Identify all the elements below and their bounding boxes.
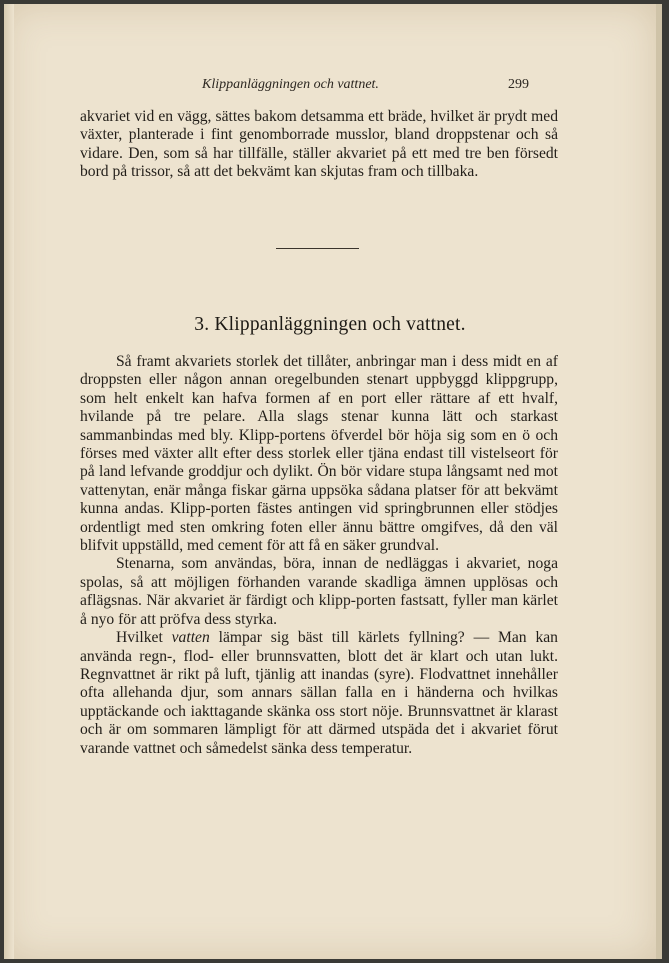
- page-number: 299: [508, 77, 529, 92]
- section-divider: [276, 248, 359, 249]
- running-head-title: Klippanläggningen och vattnet.: [202, 77, 379, 92]
- body-paragraph-3: [80, 629, 558, 758]
- section-body: [80, 353, 558, 758]
- paragraph-3-rest: lämpar sig bäst till kärlets fyllning? — Man kan använda regn-, flod- eller brunnsvatten, blott det är klart och utan lukt. Regnvattnet är rikt på luft, tjänlig att inandas (syre). Flodvattnet innehåller ofta allehanda djur, som annars sällan falla en i händerna och hvilkas upptäckande och iakttagande skänka oss stort nöje. Brunnsvattnet är klarast och är om sommaren lämpligt för att därmed utspäda det i akvariet förut varande vattnet och såmedelst sänka dess temperatur.: [80, 629, 558, 757]
- page-spine-shadow: [4, 4, 14, 959]
- continued-paragraph-block: [80, 108, 558, 182]
- book-page: [4, 4, 662, 959]
- running-head: [4, 77, 656, 99]
- body-paragraph-1: Så framt akvariets storlek det tillåter, anbringar man i dess midt en af droppsten eller någon annan oregelbunden stenart uppbyggd klippgrupp, som helt enkelt kan hafva formen af en port eller rättare af ett hvalf, hvilande på tre pelare. Alla slags stenar kunna lätt och starkast sammanbindas med bly. Klipp-portens öfverdel bör höja sig som en ö och förses med växter allt efter dess storlek eller tjäna endast till vistelseort för på land lefvande groddjur och dylikt. Ön bör vidare stupa långsamt ned mot vattenytan, enär många fiskar gärna uppsöka sådana platser för att bekvämt kunna andas. Klipp-porten fästes antingen vid springbrunnen eller stödjes ordentligt med sten omkring foten eller ännu bättre omgifves, då den väl blifvit uppställd, med cement för att få en säker grundval.: [80, 353, 558, 555]
- paragraph-3-lead: Hvilket: [116, 629, 172, 647]
- continued-paragraph: akvariet vid en vägg, sättes bakom detsamma ett bräde, hvilket är prydt med växter, planterade i fint genomborrade musslor, bland droppstenar och så vidare. Den, som så har tillfälle, ställer akvariet på ett med tre ben försedt bord på trissor, så att det bekvämt kan skjutas fram och tillbaka.: [80, 108, 558, 181]
- body-paragraph-2: Stenarna, som användas, böra, innan de nedläggas i akvariet, noga spolas, så att möjligen förhanden varande skadliga ämnen upplösas och aflägsnas. När akvariet är färdigt och klipp-porten fastsatt, fyller man kärlet å nyo för att pröfva dess styrka.: [80, 555, 558, 628]
- emphasized-word: vatten: [171, 629, 210, 647]
- section-heading: 3. Klippanläggningen och vattnet.: [194, 314, 466, 335]
